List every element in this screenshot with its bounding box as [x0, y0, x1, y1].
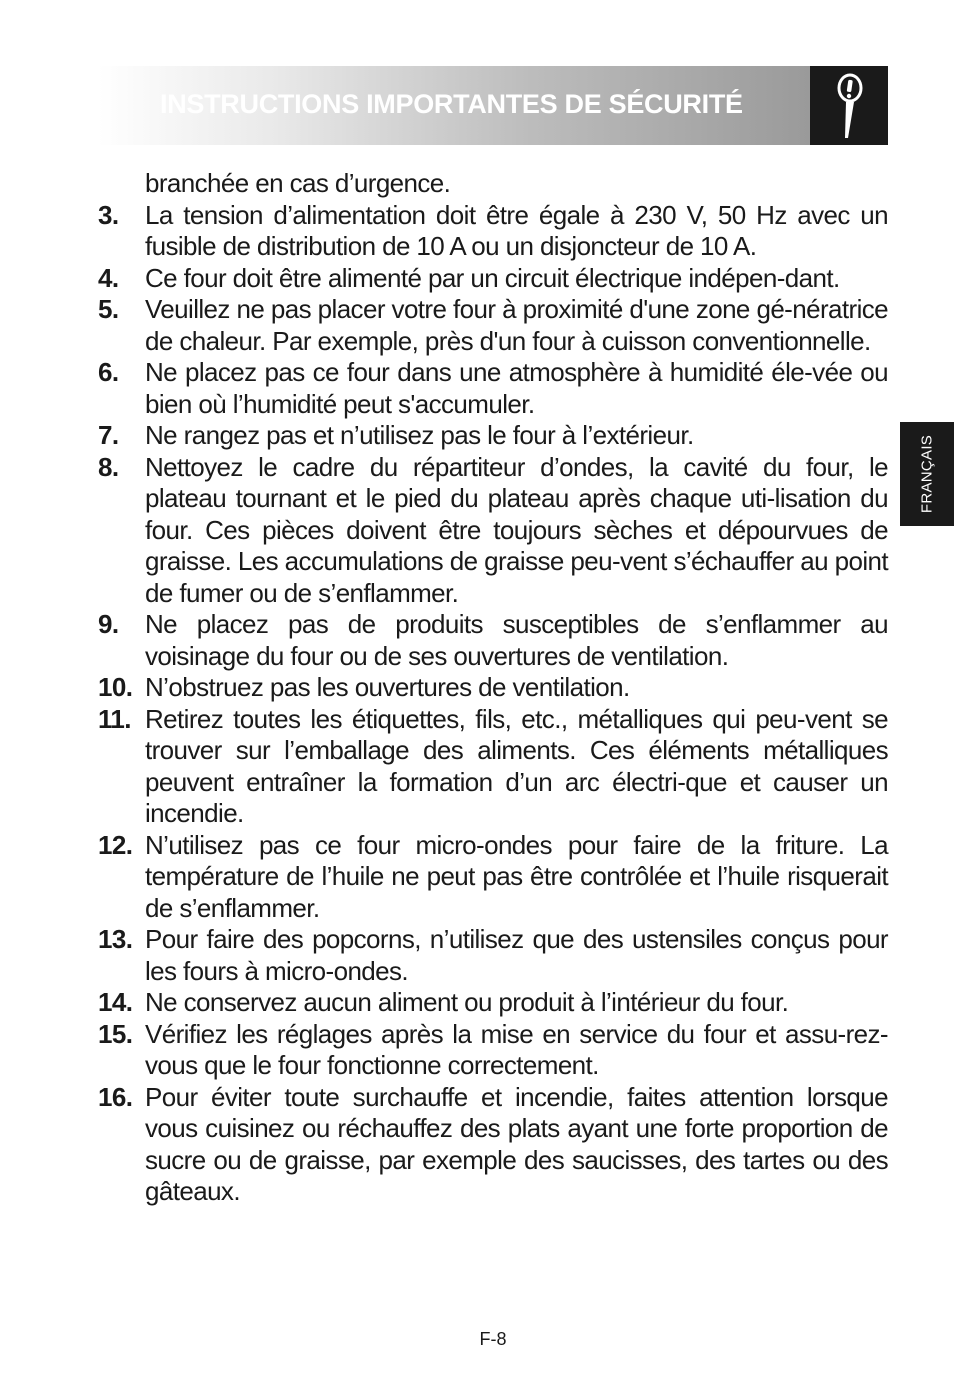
continuation-text: branchée en cas d’urgence. — [145, 168, 451, 198]
list-item-text: Veuillez ne pas placer votre four à proximité d'une zone gé-nératrice de chaleur. Par exemple, près d'un four à cuisson conventionnelle. — [145, 294, 888, 356]
list-item-text: Pour éviter toute surchauffe et incendie, faites attention lorsque vous cuisinez ou réchauffez des plats ayant une forte proportion de sucre ou de graisse, par exemple des saucisses, des tartes ou des gâteaux. — [145, 1081, 888, 1206]
list-item-text: Retirez toutes les étiquettes, fils, etc., métalliques qui peu-vent se trouver sur l’emballage des aliments. Ces éléments métalliques peuvent entraîner la formation d’un arc électri-que et causer un incendie. — [145, 703, 888, 828]
list-item — [98, 294, 888, 357]
list-item-text: Ne conservez aucun aliment ou produit à l’intérieur du four. — [145, 987, 789, 1017]
list-item — [98, 672, 888, 704]
list-item — [98, 1082, 888, 1208]
list-item-text: N’obstruez pas les ouvertures de ventilation. — [145, 672, 630, 702]
safety-instructions-list — [98, 168, 888, 1208]
list-item-number: 10. — [98, 672, 133, 702]
list-item-number: 16. — [98, 1081, 133, 1112]
list-item — [98, 420, 888, 452]
language-tab-label: FRANÇAIS — [918, 434, 936, 514]
list-item-number: 8. — [98, 451, 119, 482]
header-icon-box — [810, 66, 888, 145]
list-item-number: 9. — [98, 609, 119, 639]
list-item-text: Ne placez pas ce four dans une atmosphère à humidité éle-vée ou bien où l’humidité peut s'accumuler. — [145, 357, 888, 419]
list-item — [98, 357, 888, 420]
list-item — [98, 609, 888, 672]
list-item — [98, 704, 888, 830]
list-item — [98, 200, 888, 263]
list-item — [98, 1019, 888, 1082]
list-item-text: N’utilisez pas ce four micro-ondes pour faire de la friture. La température de l’huile ne peut pas être contrôlée et l’huile risquerait de s’enflammer. — [145, 829, 888, 923]
list-item-number: 11. — [98, 703, 131, 734]
list-item-text: La tension d’alimentation doit être égale à 230 V, 50 Hz avec un fusible de distribution de 10 A ou un disjoncteur de 10 A. — [145, 199, 888, 261]
language-tab — [900, 422, 954, 526]
list-item-number: 4. — [98, 262, 119, 293]
list-item-text: Ce four doit être alimenté par un circuit électrique indépen-dant. — [145, 262, 840, 293]
list-item-number: 6. — [98, 357, 119, 387]
list-item-text: Nettoyez le cadre du répartiteur d’ondes, la cavité du four, le plateau tournant et le pied du plateau après chaque uti-lisation du four. Ces pièces doivent être toujours sèches et dépourvues de graisse. Les accumulations de graisse peu-vent s’échauffer au point de fumer ou de s’enflammer. — [145, 451, 888, 608]
list-item-number: 14. — [98, 987, 133, 1017]
list-item-text: Ne placez pas de produits susceptibles de s’enflammer au voisinage du four ou de ses ouvertures de ventilation. — [145, 609, 888, 671]
list-item-number: 3. — [98, 199, 119, 230]
list-item-number: 12. — [98, 829, 133, 860]
list-item-text: Ne rangez pas et n’utilisez pas le four à l’extérieur. — [145, 420, 694, 450]
list-item-text: Vérifiez les réglages après la mise en service du four et assu-rez-vous que le four fonctionne correctement. — [145, 1018, 888, 1080]
list-item-number: 5. — [98, 294, 119, 324]
list-item-text: Pour faire des popcorns, n’utilisez que des ustensiles conçus pour les fours à micro-ondes. — [145, 924, 888, 986]
page-title: INSTRUCTIONS IMPORTANTES DE SÉCURITÉ — [160, 89, 743, 119]
list-item-number: 13. — [98, 924, 133, 954]
list-item — [98, 830, 888, 925]
exclamation-pen-icon — [832, 72, 866, 140]
list-item-number: 7. — [98, 420, 119, 450]
list-item-number: 15. — [98, 1018, 133, 1049]
list-item — [98, 987, 888, 1019]
list-item — [98, 452, 888, 610]
list-item — [98, 263, 888, 295]
instructions-items — [98, 200, 888, 1208]
list-item — [98, 924, 888, 987]
page-number: F-8 — [479, 1329, 507, 1349]
